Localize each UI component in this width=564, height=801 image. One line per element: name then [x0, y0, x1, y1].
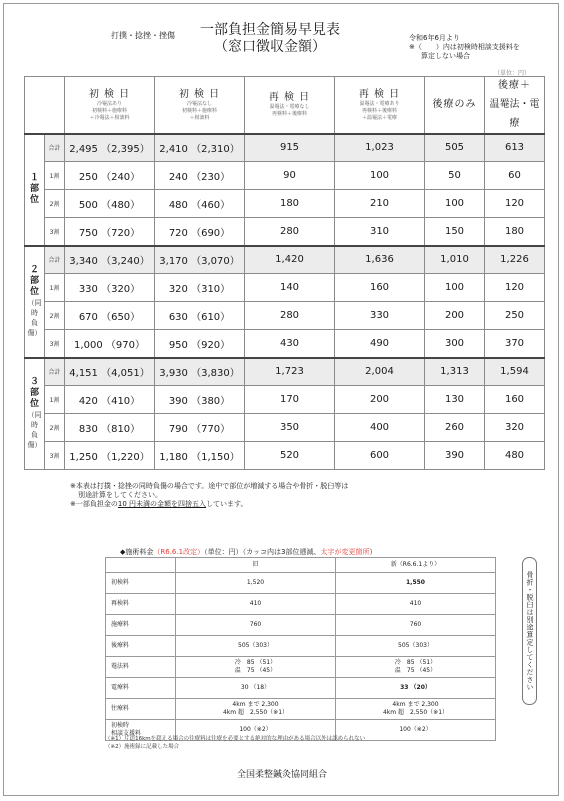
new-fee: 410	[336, 594, 496, 615]
fee-label: 再検料	[106, 594, 176, 615]
note-1: ※本表は打撲・捻挫の同時負傷の場合です。途中で部位が増減する場合や骨折・脱臼等は	[70, 482, 349, 490]
amount-cell: 600	[335, 442, 425, 470]
amount-cell: 330 （320）	[65, 274, 155, 302]
note-2: 別途計算をしてください。	[78, 491, 162, 499]
site-count: １ 部 位	[29, 173, 39, 205]
column-formula: 再検料＋後療料	[361, 107, 397, 114]
amount-cell: 480	[485, 442, 545, 470]
amount-cell: 120	[485, 274, 545, 302]
old-fee: 4km まで 2,300 4km 超 2,550（※1）	[176, 699, 336, 720]
table-row	[25, 442, 545, 470]
amount-cell: 3,170 （3,070）	[155, 246, 245, 274]
amount-cell: 4,151 （4,051）	[65, 358, 155, 386]
fee-row	[106, 657, 496, 678]
fee-corner	[106, 558, 176, 573]
column-formula: 初検料＋施療料	[91, 107, 127, 114]
column-header	[65, 77, 155, 134]
amount-cell: 480 （460）	[155, 190, 245, 218]
table-row	[25, 330, 545, 358]
column-header	[335, 77, 425, 134]
unit-label: （単位：円）	[493, 70, 530, 77]
column-title: 初 検 日	[88, 88, 131, 100]
table-row	[25, 386, 545, 414]
amount-cell: 200	[425, 302, 485, 330]
amount-cell: 1,000 （970）	[65, 330, 155, 358]
amount-cell: 950 （920）	[155, 330, 245, 358]
amount-cell: 2,410 （2,310）	[155, 134, 245, 162]
amount-cell: 100	[425, 190, 485, 218]
new-fee: 100（※2）	[336, 720, 496, 741]
amount-cell: 3,340 （3,240）	[65, 246, 155, 274]
column-subtitle: 温罨法・電療なし	[269, 104, 310, 111]
site-group-label	[25, 246, 45, 358]
amount-cell: 330	[335, 302, 425, 330]
amount-cell: 630 （610）	[155, 302, 245, 330]
title-line-2: （窓口徴収金額）	[214, 39, 326, 55]
amount-cell: 120	[485, 190, 545, 218]
amount-cell: 670 （650）	[65, 302, 155, 330]
amount-cell: 320	[485, 414, 545, 442]
site-count: ３ 部 位	[29, 377, 39, 410]
table-row	[25, 218, 545, 246]
amount-cell: 90	[245, 162, 335, 190]
footnote-2: （※2）施術録に記載した場合	[105, 744, 180, 750]
amount-cell: 240 （230）	[155, 162, 245, 190]
amount-cell: 370	[485, 330, 545, 358]
old-fee: 冷 85 （51） 温 75 （45）	[176, 657, 336, 678]
amount-cell: 100	[335, 162, 425, 190]
table-header-row	[25, 77, 545, 134]
fee-quick-table	[24, 76, 545, 470]
amount-cell: 720 （690）	[155, 218, 245, 246]
old-fee: 505（303）	[176, 636, 336, 657]
fee-label: 施療料	[106, 615, 176, 636]
amount-cell: 613	[485, 134, 545, 162]
amount-cell: 200	[335, 386, 425, 414]
old-fee: 100（※2）	[176, 720, 336, 741]
row-label: 1割	[45, 386, 65, 414]
new-fee: 4km まで 2,300 4km 超 2,550（※1）	[336, 699, 496, 720]
fee-row	[106, 573, 496, 594]
fee-row	[106, 636, 496, 657]
amount-cell: 1,636	[335, 246, 425, 274]
fee-label: 往療料	[106, 699, 176, 720]
row-label: 2割	[45, 302, 65, 330]
column-header	[155, 77, 245, 134]
table-row	[25, 162, 545, 190]
column-formula: 再検料＋後療料	[271, 111, 307, 118]
fee-label: 後療料	[106, 636, 176, 657]
site-note: （同 時 負 傷）	[27, 299, 42, 337]
new-fee: 冷 85 （51） 温 75 （45）	[336, 657, 496, 678]
column-title: 初 検 日	[178, 88, 221, 100]
column-formula-cont: ＋冷罨法＋相談料	[89, 114, 130, 121]
amount-cell: 130	[425, 386, 485, 414]
footnote-1: （※1）片道16kmを超える場合の往療料は往療を必要とする絶対的な理由がある場合以外は認められない	[105, 736, 366, 742]
amount-cell: 1,010	[425, 246, 485, 274]
old-fee: 410	[176, 594, 336, 615]
amount-cell: 1,594	[485, 358, 545, 386]
fee-footnotes	[105, 735, 365, 751]
table-notes	[70, 482, 400, 509]
amount-cell: 390 （380）	[155, 386, 245, 414]
site-count: ２ 部 位	[29, 265, 39, 297]
amount-cell: 210	[335, 190, 425, 218]
amount-cell: 1,226	[485, 246, 545, 274]
new-column-header: 新（R6.6.1より）	[336, 558, 496, 573]
amount-cell: 180	[485, 218, 545, 246]
page-title	[190, 22, 350, 56]
amount-cell: 300	[425, 330, 485, 358]
effective-date: 令和6年6月より	[409, 34, 460, 42]
amount-cell: 500 （480）	[65, 190, 155, 218]
fee-section-title: ◆施術料金（R6.6.1改定）（単位：円）（カッコ内は3部位逓減、太字が変更箇所）	[120, 548, 377, 556]
fee-row	[106, 594, 496, 615]
row-label: 3割	[45, 218, 65, 246]
fee-schedule-table	[105, 557, 496, 741]
fee-header-row	[106, 558, 496, 573]
amount-cell: 915	[245, 134, 335, 162]
amount-cell: 140	[245, 274, 335, 302]
document-page	[3, 3, 559, 796]
column-subtitle: 温罨法・電療あり	[359, 100, 400, 107]
fee-row	[106, 678, 496, 699]
row-label: 合計	[45, 358, 65, 386]
column-subtitle: 冷罨法なし	[186, 100, 212, 107]
fee-label: 罨法料	[106, 657, 176, 678]
row-label: 3割	[45, 442, 65, 470]
amount-cell: 310	[335, 218, 425, 246]
fee-label: 電療料	[106, 678, 176, 699]
table-row	[25, 302, 545, 330]
amount-cell: 1,180 （1,150）	[155, 442, 245, 470]
amount-cell: 160	[485, 386, 545, 414]
column-header	[425, 77, 485, 134]
header-note	[409, 34, 520, 61]
column-formula-cont: ＋相談料	[189, 114, 210, 121]
note-line-2: 算定しない場合	[421, 52, 470, 60]
column-header	[245, 77, 335, 134]
amount-cell: 1,420	[245, 246, 335, 274]
amount-cell: 280	[245, 302, 335, 330]
site-group-label	[25, 134, 45, 246]
fee-label: 初検料	[106, 573, 176, 594]
rounding-rule: 10 円未満の金額を四捨五入	[117, 500, 207, 508]
amount-cell: 2,004	[335, 358, 425, 386]
old-column-header: 旧	[176, 558, 336, 573]
new-fee: 505（303）	[336, 636, 496, 657]
amount-cell: 350	[245, 414, 335, 442]
old-fee: 760	[176, 615, 336, 636]
column-subtitle: 温罨法・電療	[489, 99, 540, 130]
table-row	[25, 414, 545, 442]
amount-cell: 60	[485, 162, 545, 190]
fee-label: 初検時 相談支援料	[106, 720, 176, 741]
amount-cell: 3,930 （3,830）	[155, 358, 245, 386]
note-line-1: ※（ ）内は初検時相談支援料を	[409, 43, 520, 51]
revision-label: （R6.6.1改定）	[153, 548, 205, 556]
amount-cell: 150	[425, 218, 485, 246]
amount-cell: 430	[245, 330, 335, 358]
amount-cell: 2,495 （2,395）	[65, 134, 155, 162]
table-row	[25, 190, 545, 218]
amount-cell: 830 （810）	[65, 414, 155, 442]
amount-cell: 505	[425, 134, 485, 162]
new-fee: 33 （20）	[336, 678, 496, 699]
bold-changed-label: 太字が変更箇所	[320, 548, 370, 556]
title-line-1: 一部負担金簡易早見表	[200, 22, 340, 38]
amount-cell: 260	[425, 414, 485, 442]
organization-name: 全国柔整鍼灸協同組合	[236, 770, 327, 780]
site-group-label	[25, 358, 45, 470]
new-fee: 1,550	[336, 573, 496, 594]
row-label: 1割	[45, 274, 65, 302]
amount-cell: 1,250 （1,220）	[65, 442, 155, 470]
amount-cell: 170	[245, 386, 335, 414]
row-label: 2割	[45, 190, 65, 218]
row-label: 3割	[45, 330, 65, 358]
table-row	[25, 134, 545, 162]
column-subtitle: 冷罨法あり	[96, 100, 122, 107]
amount-cell: 1,723	[245, 358, 335, 386]
amount-cell: 490	[335, 330, 425, 358]
amount-cell: 390	[425, 442, 485, 470]
row-label: 合計	[45, 134, 65, 162]
column-formula-cont: ＋温罨法＋電療	[361, 114, 397, 121]
amount-cell: 50	[425, 162, 485, 190]
old-fee: 30 （18）	[176, 678, 336, 699]
amount-cell: 520	[245, 442, 335, 470]
amount-cell: 100	[425, 274, 485, 302]
amount-cell: 750 （720）	[65, 218, 155, 246]
amount-cell: 250	[485, 302, 545, 330]
amount-cell: 1,313	[425, 358, 485, 386]
column-title: 後療のみ	[432, 99, 477, 111]
fee-row	[106, 615, 496, 636]
corner-cell	[25, 77, 65, 134]
table-row	[25, 274, 545, 302]
new-fee: 760	[336, 615, 496, 636]
column-formula: 初検料＋施療料	[181, 107, 217, 114]
old-fee: 1,520	[176, 573, 336, 594]
amount-cell: 180	[245, 190, 335, 218]
site-note: （同 時 負 傷）	[27, 411, 42, 450]
row-label: 2割	[45, 414, 65, 442]
amount-cell: 320 （310）	[155, 274, 245, 302]
amount-cell: 250 （240）	[65, 162, 155, 190]
column-title: 後療＋	[498, 80, 531, 92]
fracture-dislocation-note: 骨折・脱臼は別途算定してください	[522, 557, 537, 705]
amount-cell: 420 （410）	[65, 386, 155, 414]
table-row	[25, 246, 545, 274]
row-label: 合計	[45, 246, 65, 274]
column-title: 再 検 日	[268, 92, 311, 104]
amount-cell: 1,023	[335, 134, 425, 162]
injury-types-label: 打撲・捻挫・挫傷	[111, 31, 175, 40]
column-header	[485, 77, 545, 134]
amount-cell: 400	[335, 414, 425, 442]
amount-cell: 280	[245, 218, 335, 246]
amount-cell: 790 （770）	[155, 414, 245, 442]
column-title: 再 検 日	[358, 88, 401, 100]
note-3: ※一部負担金の10 円未満の金額を四捨五入しています。	[70, 500, 248, 508]
fee-row	[106, 699, 496, 720]
amount-cell: 160	[335, 274, 425, 302]
row-label: 1割	[45, 162, 65, 190]
table-row	[25, 358, 545, 386]
